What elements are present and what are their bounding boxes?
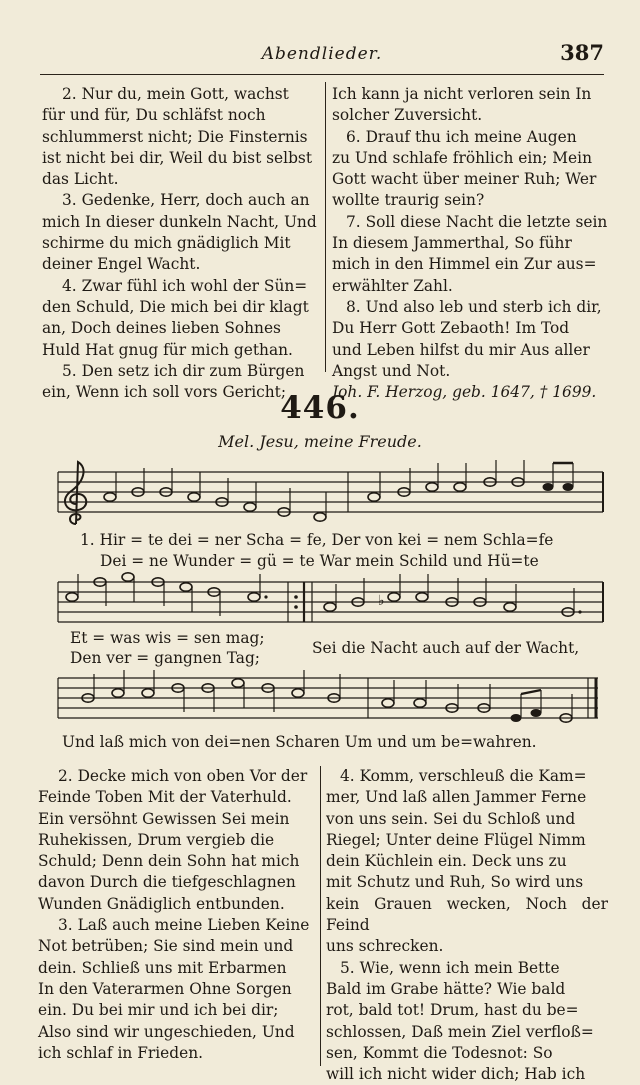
lyrics-row3: Und laß mich von dei=nen Scharen Um und um be=wahren. [62, 733, 537, 751]
text-line: ich schlaf in Frieden. [38, 1043, 204, 1062]
text-line: 5. Wie, wenn ich mein Bette [340, 958, 560, 977]
page-header [40, 38, 604, 72]
music-staff-1 [48, 458, 608, 530]
text-line: 4. Zwar fühl ich wohl der Sün= [62, 276, 308, 295]
text-line: Huld Hat gnug für mich gethan. [42, 340, 293, 359]
notes-staff-3 [82, 679, 490, 712]
text-line: deiner Engel Wacht. [42, 255, 201, 274]
text-line: will ich nicht wider dich; Hab ich [326, 1065, 586, 1084]
lyrics-row1-a: 1. Hir = te dei = ner Scha = fe, Der von kei = nem Schla=fe [80, 531, 554, 549]
column-divider [325, 82, 326, 372]
text-line: In diesem Jammerthal, So führ [332, 234, 572, 253]
text-line: rot, bald tot! Drum, hast du be= [326, 1001, 579, 1020]
text-line: mich in den Himmel ein Zur aus= [332, 255, 597, 274]
bottom-left-column [38, 766, 314, 1064]
text-line: 7. Soll diese Nacht die letzte sein [346, 212, 608, 231]
column-divider [320, 766, 321, 1066]
text-line: Wunden Gnädiglich entbunden. [38, 894, 285, 913]
text-line: mer, Und laß allen Jammer Ferne [326, 788, 587, 807]
text-line: ist nicht bei dir, Weil du bist selbst [42, 148, 313, 167]
text-line: 4. Komm, verschleuß die Kam= [340, 767, 587, 785]
notes-staff-1 [104, 478, 574, 521]
text-line: schlummerst nicht; Die Finsternis [42, 127, 308, 146]
text-line: wollte traurig sein? [332, 191, 485, 210]
text-line: dein. Schließ uns mit Erbarmen [38, 958, 287, 977]
text-line: Not betrüben; Sie sind mein und [38, 937, 294, 956]
top-left-column [42, 84, 318, 403]
text-line: Ruhekissen, Drum vergieb die [38, 830, 275, 849]
text-line: 2. Nur du, mein Gott, wachst [62, 85, 289, 103]
lyrics-row2-b: Den ver = gangnen Tag; [70, 649, 260, 667]
text-line: uns schrecken. [326, 937, 444, 956]
text-line: ein, Wenn ich soll vors Gericht; [42, 383, 287, 402]
music-staff-2 [48, 572, 608, 632]
text-line: Gott wacht über meiner Ruh; Wer [332, 170, 597, 189]
page-number: 387 [560, 40, 604, 65]
text-line: für und für, Du schläfst noch [42, 106, 266, 125]
melody-title: Mel. Jesu, meine Freude. [218, 432, 422, 451]
text-line: das Licht. [42, 170, 119, 189]
author-credit: Joh. F. Herzog, geb. 1647, † 1699. [332, 383, 597, 402]
music-staff-3 [48, 668, 608, 730]
text-line: solcher Zuversicht. [332, 106, 483, 125]
text-line: zu Und schlafe fröhlich ein; Mein [332, 148, 592, 167]
text-line: In den Vaterarmen Ohne Sorgen [38, 979, 292, 998]
text-line: 5. Den setz ich dir zum Bürgen [62, 361, 305, 380]
lyrics-row2-c: Sei die Nacht auch auf der Wacht, [312, 639, 580, 657]
text-line: 8. Und also leb und sterb ich dir, [346, 297, 602, 316]
text-line: mit Schutz und Ruh, So wird uns [326, 873, 584, 892]
text-line: Feinde Toben Mit der Vaterhuld. [38, 788, 292, 807]
text-line: den Schuld, Die mich bei dir klagt [42, 297, 309, 316]
text-line: sen, Kommt die Todesnot: So [326, 1043, 553, 1062]
text-line: Bald im Grabe hätte? Wie bald [326, 979, 566, 998]
text-line: 3. Gedenke, Herr, doch auch an [62, 191, 310, 210]
flat-sign-icon: ♭ [378, 593, 385, 609]
text-line: ein. Du bei mir und ich bei dir; [38, 1001, 279, 1020]
top-right-column [332, 84, 608, 403]
text-line: an, Doch deines lieben Sohnes [42, 319, 281, 338]
header-rule [40, 74, 604, 75]
hymn-number: 446. [280, 390, 360, 426]
text-line: erwählter Zahl. [332, 276, 453, 295]
bottom-right-column [326, 766, 608, 1085]
text-line: und Leben hilfst du mir Aus aller [332, 340, 590, 359]
text-line: davon Durch die tiefgeschlagnen [38, 873, 296, 892]
text-line: Also sind wir ungeschieden, Und [38, 1022, 295, 1041]
text-line: von uns sein. Sei du Schloß und [326, 809, 576, 828]
text-line: Du Herr Gott Zebaoth! Im Tod [332, 319, 570, 338]
text-line: 2. Decke mich von oben Vor der [58, 767, 308, 785]
lyrics-row1-b: Dei = ne Wunder = gü = te War mein Schild und Hü=te [100, 552, 539, 570]
text-line: mich In dieser dunkeln Nacht, Und [42, 212, 317, 231]
text-line: Riegel; Unter deine Flügel Nimm [326, 830, 586, 849]
text-line: 6. Drauf thu ich meine Augen [346, 127, 577, 146]
text-line: Ich kann ja nicht verloren sein In [332, 85, 592, 103]
text-line: Schuld; Denn dein Sohn hat mich [38, 852, 300, 871]
text-line: Angst und Not. [332, 361, 451, 380]
text-line: kein Grauen wecken, Noch der Feind [326, 894, 608, 935]
text-line: 3. Laß auch meine Lieben Keine [58, 916, 310, 935]
text-line: dein Küchlein ein. Deck uns zu [326, 852, 567, 871]
text-line: schirme du mich gnädiglich Mit [42, 234, 291, 253]
lyrics-row2-a: Et = was wis = sen mag; [70, 629, 265, 647]
notes-staff-2 [66, 573, 574, 616]
treble-clef-icon [65, 462, 86, 524]
section-title: Abendlieder. [261, 44, 383, 64]
text-line: schlossen, Daß mein Ziel verfloß= [326, 1022, 594, 1041]
text-line: Ein versöhnt Gewissen Sei mein [38, 809, 290, 828]
